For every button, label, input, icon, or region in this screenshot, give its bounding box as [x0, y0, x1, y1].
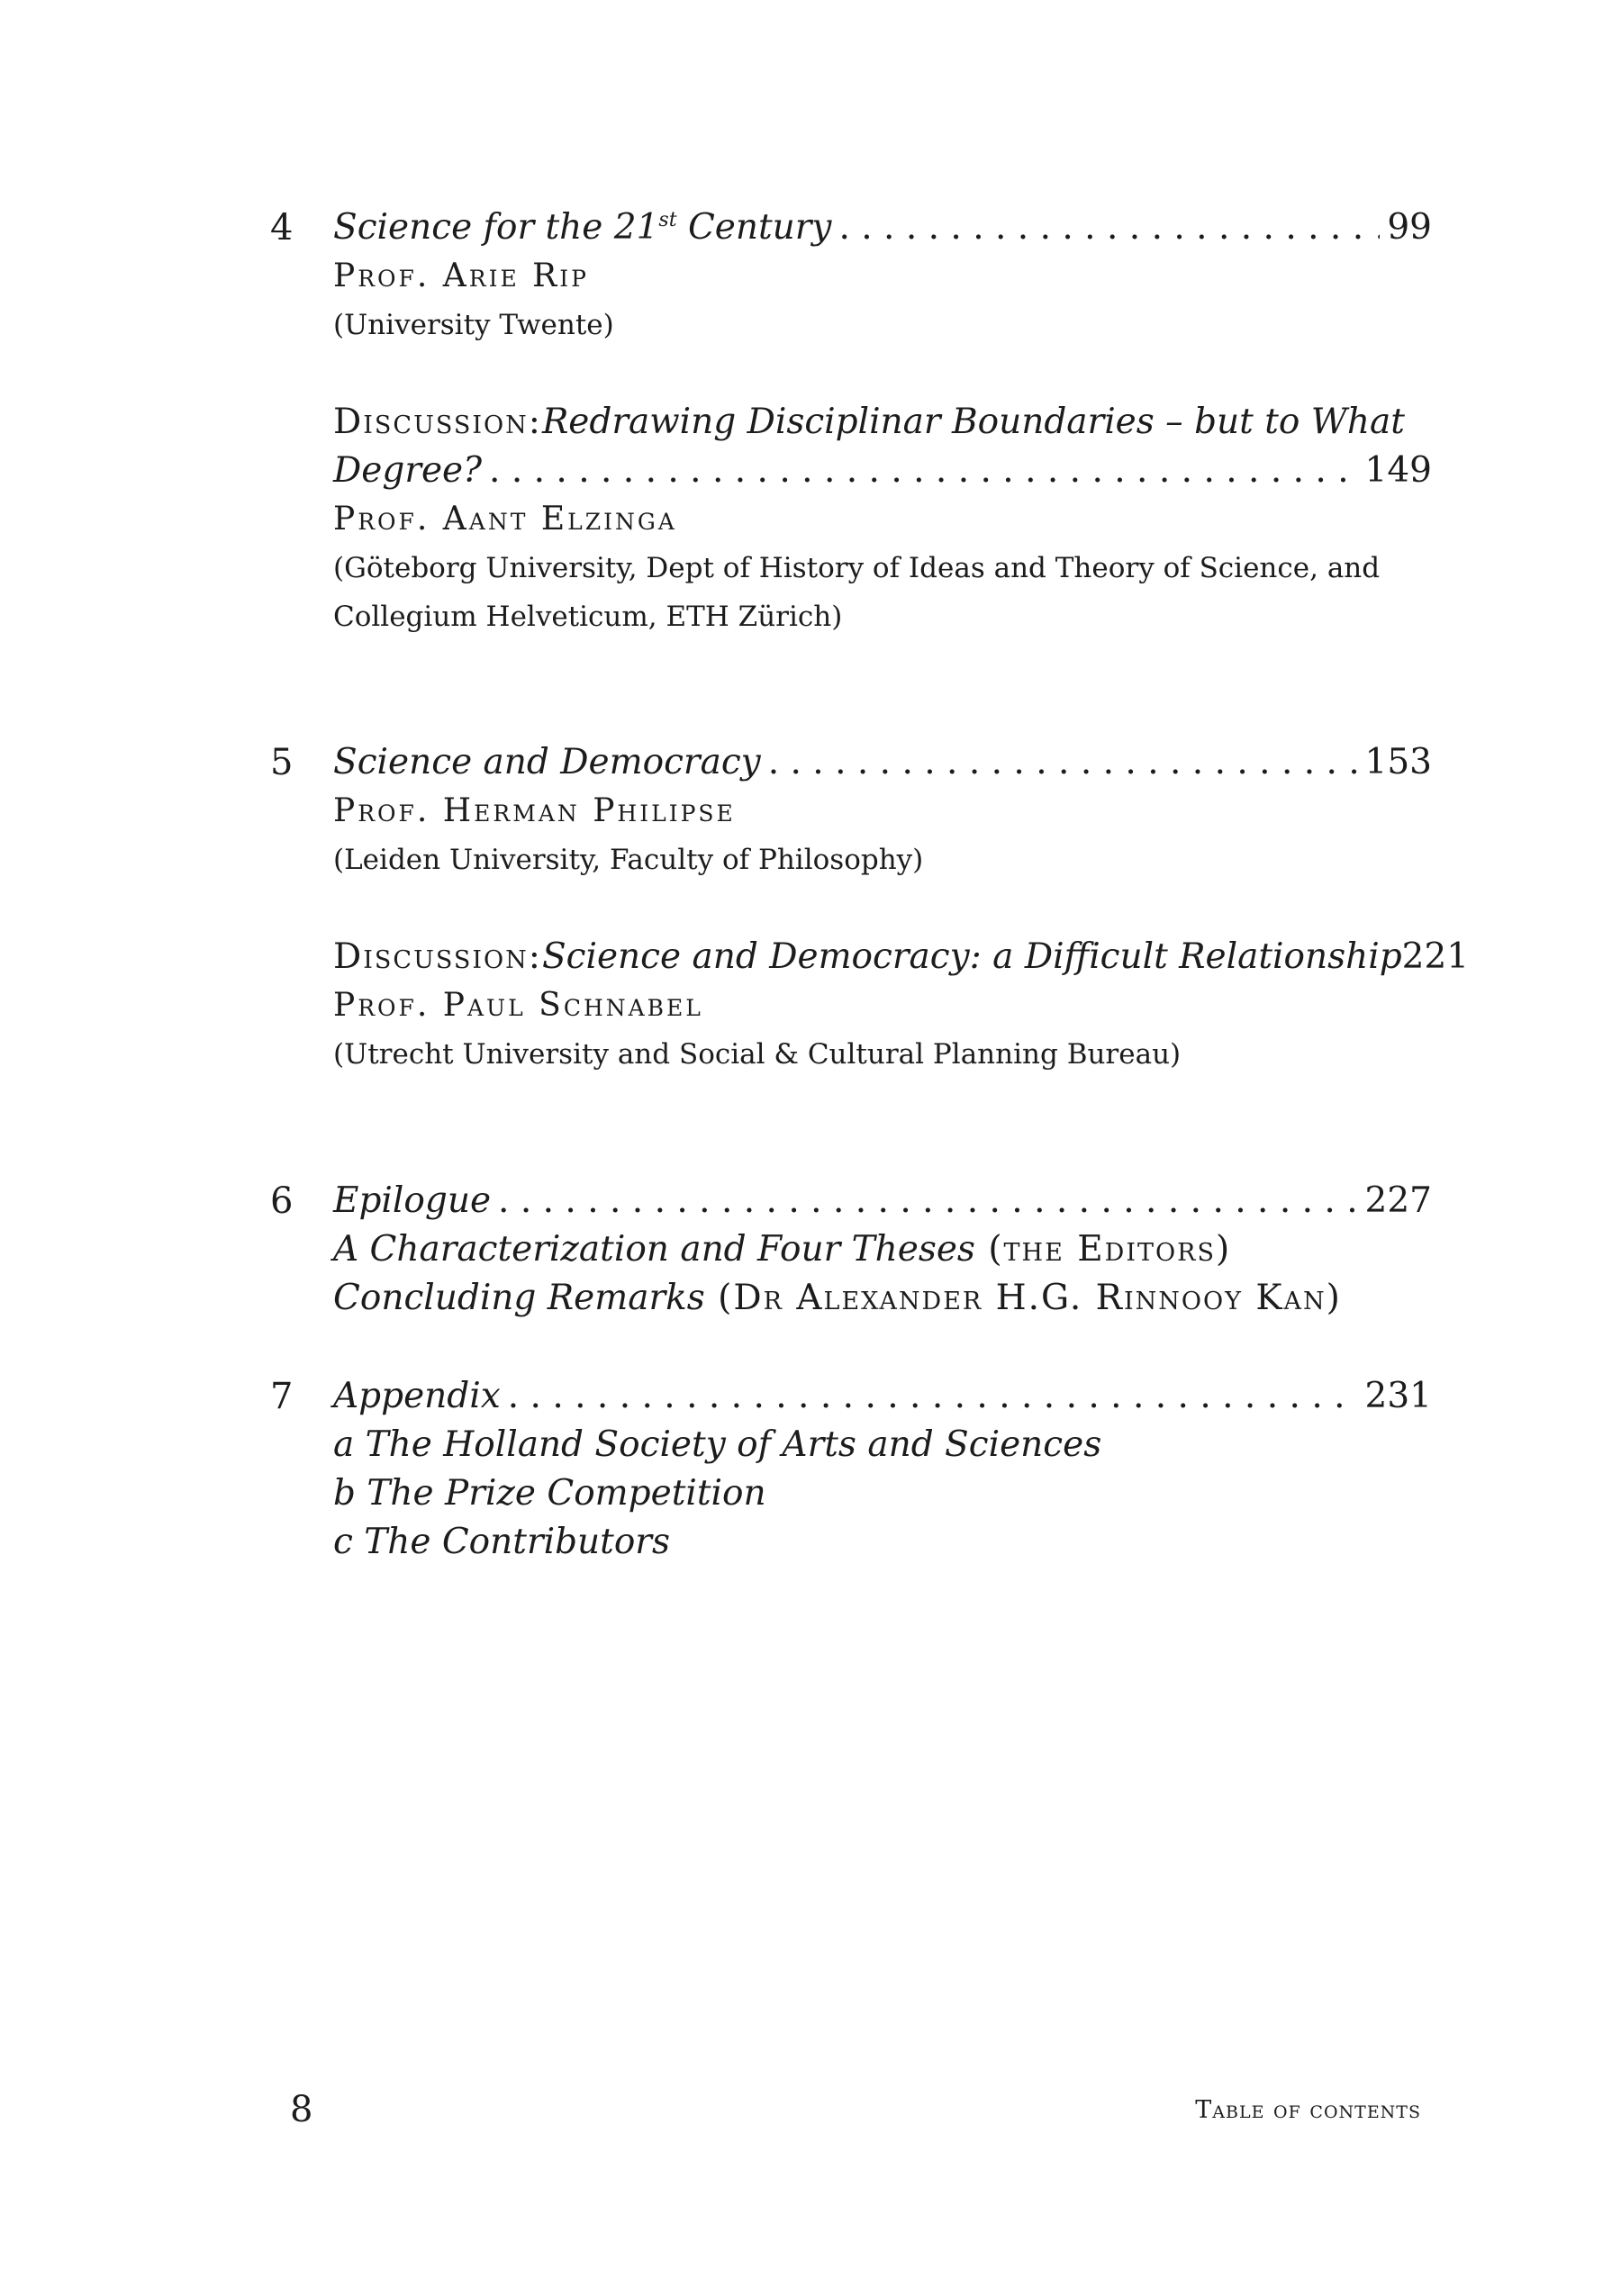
subentry-credit: (the Editors) [974, 1229, 1232, 1270]
toc-entry-7 [270, 1372, 1432, 1567]
page-number: 221 [1401, 936, 1470, 977]
page-folio: 8 [290, 2089, 313, 2130]
dot-leader [498, 1177, 1358, 1225]
subentry [333, 1274, 1432, 1323]
author-affiliation: (Leiden University, Faculty of Philosophy) [333, 844, 924, 876]
discussant-affiliation: (Göteborg University, Dept of History of Ideas and Theory of Science, and [333, 552, 1381, 584]
toc-entry-5 [270, 738, 1470, 1079]
discussion-title-line [333, 933, 1470, 981]
subentry [333, 1225, 1432, 1274]
discussion-title-line [333, 398, 1432, 447]
page-number: 149 [1364, 450, 1432, 491]
dot-leader [768, 738, 1358, 787]
entry-number: 6 [270, 1180, 294, 1222]
toc-entry-6 [270, 1177, 1432, 1323]
page-number: 227 [1364, 1180, 1432, 1221]
discussant-affiliation-cont: Collegium Helveticum, ETH Zürich) [333, 601, 843, 633]
discussion-title: Redrawing Disciplinar Boundaries – but to What [541, 402, 1405, 442]
author-name: Prof. Herman Philipse [333, 792, 736, 829]
entry-number: 4 [270, 207, 294, 249]
entry-number: 5 [270, 742, 294, 783]
subentry-title: A Characterization and Four Theses [333, 1229, 975, 1270]
discussion-label: Discussion: [333, 402, 542, 442]
discussion-label: Discussion: [333, 936, 542, 977]
entry-title: Epilogue [333, 1180, 492, 1221]
toc-entry-4 [270, 203, 1432, 641]
appendix-item: a The Holland Society of Arts and Sciences [333, 1424, 1102, 1465]
entry-title: Science for the 21st Century [333, 207, 832, 248]
dot-leader [508, 1372, 1358, 1421]
entry-number: 7 [270, 1376, 294, 1417]
discussant-name: Prof. Aant Elzinga [333, 501, 677, 538]
author-affiliation: (University Twente) [333, 309, 614, 341]
entry-title: Science and Democracy [333, 742, 761, 782]
discussion-title: Science and Democracy: a Difficult Relationship [541, 936, 1402, 977]
page-number: 153 [1364, 742, 1432, 782]
subentry-title: Concluding Remarks [333, 1278, 705, 1318]
page-number: 231 [1364, 1376, 1432, 1416]
running-head: Table of contents [1195, 2096, 1421, 2124]
entry-title-line [333, 1372, 1432, 1421]
dot-leader [838, 203, 1380, 252]
dot-leader [489, 447, 1358, 495]
entry-title: Appendix [333, 1376, 501, 1416]
discussion-title-cont: Degree? [333, 450, 483, 491]
subentry-credit: (Dr Alexander H.G. Rinnooy Kan) [704, 1278, 1342, 1318]
entry-title-line [333, 1177, 1432, 1225]
discussion-title-line-2 [333, 447, 1432, 495]
appendix-item: b The Prize Competition [333, 1473, 766, 1514]
entry-title-line [333, 203, 1432, 252]
entry-title-line [333, 738, 1432, 787]
discussant-affiliation: (Utrecht University and Social & Cultural Planning Bureau) [333, 1038, 1182, 1071]
appendix-item: c The Contributors [333, 1522, 670, 1562]
discussant-name: Prof. Paul Schnabel [333, 987, 703, 1024]
page-number: 99 [1387, 207, 1432, 248]
author-name: Prof. Arie Rip [333, 258, 589, 294]
